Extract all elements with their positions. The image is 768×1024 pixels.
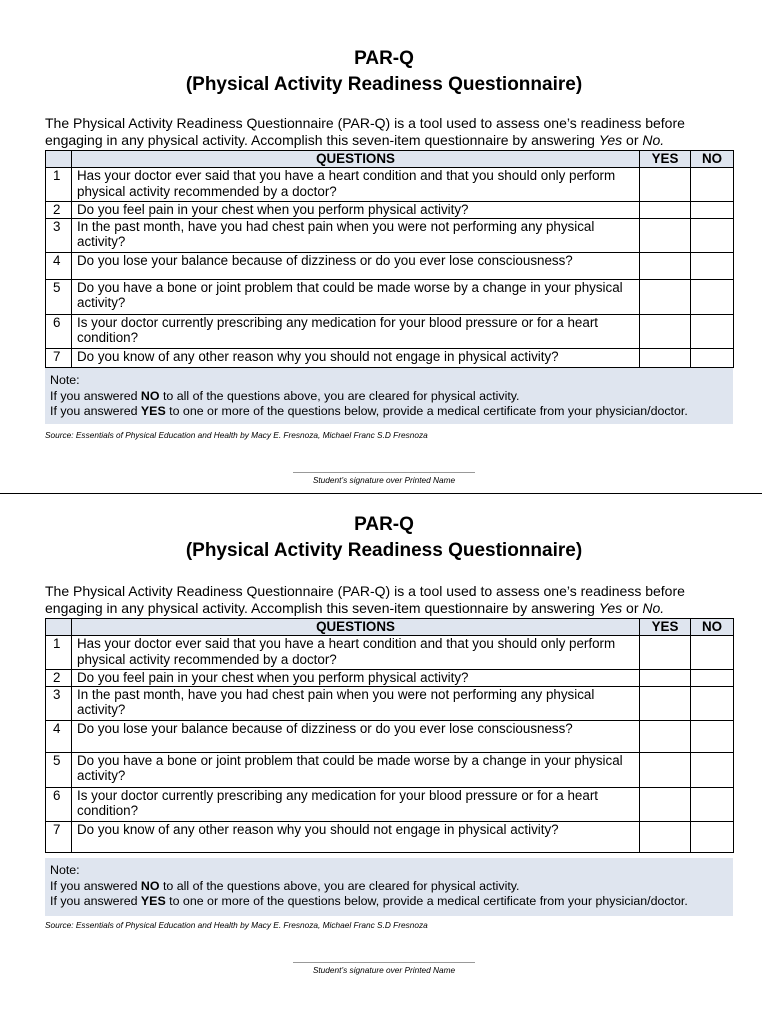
question-number: 6 (46, 314, 72, 348)
no-answer-cell[interactable] (691, 752, 734, 787)
table-row (46, 168, 734, 202)
question-number: 1 (46, 636, 72, 670)
question-text: Do you feel pain in your chest when you perform physical activity? (72, 202, 640, 219)
note-text: If you answered (50, 894, 141, 908)
question-number: 5 (46, 752, 72, 787)
yes-answer-cell[interactable] (640, 348, 691, 367)
note-text: to one or more of the questions below, provide a medical certificate from your physician/doctor. (165, 894, 688, 908)
no-answer-cell[interactable] (691, 168, 734, 202)
question-text: Has your doctor ever said that you have a heart condition and that you should only perform physical activity recommended by a doctor? (72, 168, 640, 202)
table-row (46, 314, 734, 348)
no-answer-cell[interactable] (691, 686, 734, 720)
question-number: 6 (46, 787, 72, 821)
header-yes: YES (640, 151, 691, 168)
intro-no: No. (642, 132, 665, 148)
table-header-row (46, 151, 734, 168)
table-row (46, 636, 734, 670)
yes-answer-cell[interactable] (640, 202, 691, 219)
divider-line (0, 493, 762, 494)
note-text: to all of the questions above, you are cleared for physical activity. (159, 388, 520, 403)
note-emphasis: NO (140, 878, 160, 893)
question-number: 3 (46, 686, 72, 720)
question-number: 4 (46, 252, 72, 279)
intro-or: or (622, 600, 643, 616)
form-subtitle: (Physical Activity Readiness Questionnaire) (185, 74, 583, 95)
table-row (46, 686, 734, 720)
intro-paragraph (45, 583, 735, 617)
no-answer-cell[interactable] (691, 218, 734, 252)
header-questions: QUESTIONS (72, 619, 640, 636)
signature-line[interactable] (293, 472, 475, 473)
note-text: to all of the questions above, you are cleared for physical activity. (159, 878, 520, 893)
no-answer-cell[interactable] (691, 821, 734, 852)
form-title: PAR-Q (354, 48, 414, 69)
header-num-cell (46, 619, 72, 636)
note-text: If you answered (50, 388, 141, 403)
table-row (46, 218, 734, 252)
note-line-yes (50, 894, 733, 910)
intro-no: No. (642, 600, 665, 616)
yes-answer-cell[interactable] (640, 636, 691, 670)
question-number: 7 (46, 821, 72, 852)
note-label: Note: (50, 863, 80, 877)
question-number: 2 (46, 202, 72, 219)
table-row (46, 720, 734, 752)
yes-answer-cell[interactable] (640, 821, 691, 852)
note-text: to one or more of the questions below, provide a medical certificate from your physician/doctor. (165, 404, 688, 418)
question-text: Has your doctor ever said that you have a heart condition and that you should only perform physical activity recommended by a doctor? (72, 636, 640, 670)
note-box (45, 858, 733, 916)
signature-line[interactable] (293, 962, 475, 963)
question-text: In the past month, have you had chest pain when you were not performing any physical activity? (72, 686, 640, 720)
yes-answer-cell[interactable] (640, 720, 691, 752)
question-number: 4 (46, 720, 72, 752)
no-answer-cell[interactable] (691, 720, 734, 752)
source-citation: Source: Essentials of Physical Education and Health by Macy E. Fresnoza, Michael Franc S.D Fresnoza (45, 430, 428, 440)
table-row (46, 279, 734, 314)
no-answer-cell[interactable] (691, 670, 734, 687)
source-citation: Source: Essentials of Physical Education and Health by Macy E. Fresnoza, Michael Franc S.D Fresnoza (45, 920, 428, 930)
question-number: 1 (46, 168, 72, 202)
header-questions: QUESTIONS (72, 151, 640, 168)
form-subtitle: (Physical Activity Readiness Questionnaire) (185, 540, 583, 561)
no-answer-cell[interactable] (691, 314, 734, 348)
signature-label: Student’s signature over Printed Name (312, 475, 456, 485)
question-text: In the past month, have you had chest pain when you were not performing any physical activity? (72, 218, 640, 252)
note-line-yes (50, 404, 733, 420)
no-answer-cell[interactable] (691, 252, 734, 279)
no-answer-cell[interactable] (691, 636, 734, 670)
no-answer-cell[interactable] (691, 279, 734, 314)
yes-answer-cell[interactable] (640, 787, 691, 821)
question-number: 2 (46, 670, 72, 687)
note-line-no (50, 389, 733, 405)
yes-answer-cell[interactable] (640, 314, 691, 348)
table-row (46, 752, 734, 787)
question-number: 7 (46, 348, 72, 367)
no-answer-cell[interactable] (691, 787, 734, 821)
intro-paragraph (45, 115, 735, 149)
header-no: NO (691, 619, 734, 636)
note-emphasis: YES (140, 894, 166, 908)
note-line-no (50, 879, 733, 895)
question-text: Do you have a bone or joint problem that could be made worse by a change in your physical activity? (72, 279, 640, 314)
note-emphasis: YES (140, 404, 166, 418)
intro-or: or (622, 132, 643, 148)
question-text: Do you know of any other reason why you should not engage in physical activity? (72, 348, 640, 367)
note-text: If you answered (50, 404, 141, 418)
question-text: Do you know of any other reason why you should not engage in physical activity? (72, 821, 640, 852)
yes-answer-cell[interactable] (640, 670, 691, 687)
header-yes: YES (640, 619, 691, 636)
note-emphasis: NO (140, 388, 160, 403)
question-number: 5 (46, 279, 72, 314)
question-text: Is your doctor currently prescribing any medication for your blood pressure or for a heart condition? (72, 787, 640, 821)
questions-table (45, 618, 734, 853)
question-number: 3 (46, 218, 72, 252)
intro-text: The Physical Activity Readiness Questionnaire (PAR-Q) is a tool used to assess one’s readiness before engaging in any physical activity. Accomplish this seven-item questionnaire by answering (45, 115, 685, 148)
yes-answer-cell[interactable] (640, 252, 691, 279)
table-row (46, 348, 734, 367)
yes-answer-cell[interactable] (640, 686, 691, 720)
question-text: Do you feel pain in your chest when you perform physical activity? (72, 670, 640, 687)
signature-label: Student’s signature over Printed Name (312, 965, 456, 975)
header-no: NO (691, 151, 734, 168)
intro-text: The Physical Activity Readiness Questionnaire (PAR-Q) is a tool used to assess one’s readiness before engaging in any physical activity. Accomplish this seven-item questionnaire by answering (45, 583, 685, 616)
table-row (46, 202, 734, 219)
no-answer-cell[interactable] (691, 348, 734, 367)
intro-yes: Yes (598, 132, 623, 148)
no-answer-cell[interactable] (691, 202, 734, 219)
question-text: Do you have a bone or joint problem that could be made worse by a change in your physical activity? (72, 752, 640, 787)
question-text: Is your doctor currently prescribing any medication for your blood pressure or for a heart condition? (72, 314, 640, 348)
table-header-row (46, 619, 734, 636)
yes-answer-cell[interactable] (640, 168, 691, 202)
yes-answer-cell[interactable] (640, 279, 691, 314)
header-num-cell (46, 151, 72, 168)
yes-answer-cell[interactable] (640, 218, 691, 252)
table-row (46, 252, 734, 279)
yes-answer-cell[interactable] (640, 752, 691, 787)
table-row (46, 670, 734, 687)
note-box (45, 368, 733, 424)
question-text: Do you lose your balance because of dizziness or do you ever lose consciousness? (72, 252, 640, 279)
intro-yes: Yes (598, 600, 623, 616)
table-row (46, 821, 734, 852)
note-label: Note: (50, 373, 80, 387)
table-row (46, 787, 734, 821)
questions-table (45, 150, 734, 368)
question-text: Do you lose your balance because of dizziness or do you ever lose consciousness? (72, 720, 640, 752)
note-text: If you answered (50, 878, 141, 893)
form-title: PAR-Q (354, 514, 414, 535)
